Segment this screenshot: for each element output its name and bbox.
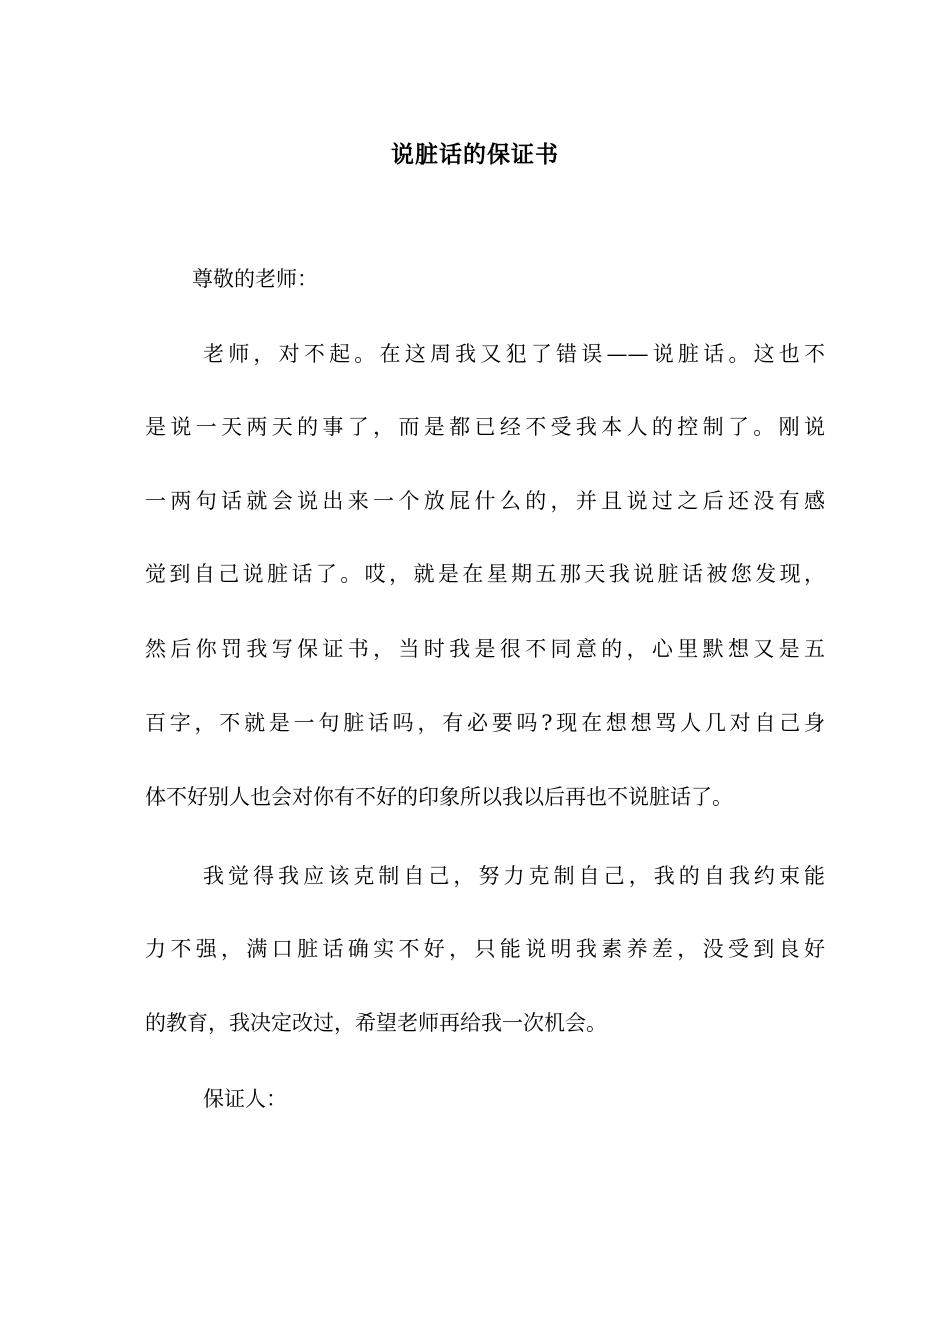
salutation: 尊敬的老师： <box>192 267 318 291</box>
paragraph-line: 觉到自己说脏话了。哎，就是在星期五那天我说脏话被您发现， <box>145 562 825 586</box>
paragraph-line: 百字，不就是一句脏话吗，有必要吗?现在想想骂人几对自己身 <box>145 711 825 735</box>
paragraph-line: 体不好别人也会对你有不好的印象所以我以后再也不说脏话了。 <box>145 785 733 809</box>
paragraph-line: 的教育，我决定改过，希望老师再给我一次机会。 <box>145 1011 607 1035</box>
paragraph-line: 一两句话就会说出来一个放屁什么的，并且说过之后还没有感 <box>145 489 825 513</box>
paragraph-line: 然后你罚我写保证书，当时我是很不同意的，心里默想又是五 <box>145 637 825 661</box>
document-title: 说脏话的保证书 <box>391 141 559 168</box>
paragraph-line: 是说一天两天的事了，而是都已经不受我本人的控制了。刚说 <box>145 415 825 439</box>
paragraph-line: 力不强，满口脏话确实不好，只能说明我素养差，没受到良好 <box>145 937 825 961</box>
signature-label: 保证人： <box>203 1087 287 1111</box>
paragraph-line: 我觉得我应该克制自己，努力克制自己，我的自我约束能 <box>203 864 825 888</box>
paragraph-line: 老师，对不起。在这周我又犯了错误——说脏话。这也不 <box>203 342 825 366</box>
